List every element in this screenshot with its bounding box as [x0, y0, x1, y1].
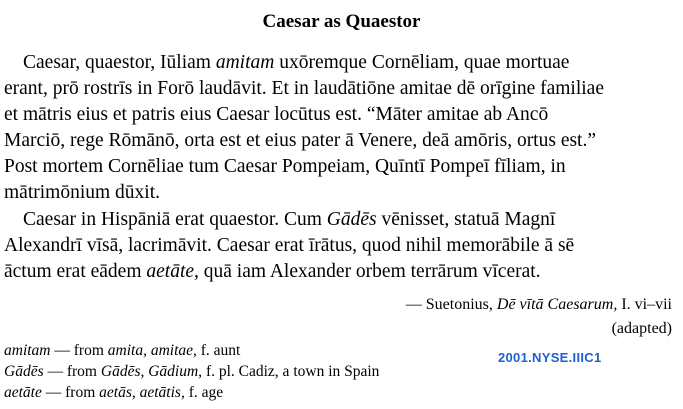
citation-reference: I. vi–vii: [617, 296, 672, 313]
italic-term: amitam: [215, 52, 275, 73]
vocab-sep: — from: [43, 363, 101, 380]
citation-line: [406, 293, 672, 317]
vocab-sep: — from: [50, 342, 108, 359]
vocab-term: Gādēs: [4, 363, 44, 380]
paragraph-2: [4, 207, 679, 285]
paragraph-1-line-2: erant, prō rostrīs in Forō laudāvit. Et in laudātiōne amitae dē orīgine familiae: [4, 78, 604, 99]
paragraph-1-line-6: mātrimōnium dūxit.: [4, 182, 160, 203]
vocab-note: [4, 382, 379, 403]
text-segment: āctum erat eādem: [4, 261, 147, 282]
exam-code-stamp: 2001.NYSE.IIIC1: [498, 350, 602, 365]
vocab-term: aetāte: [4, 384, 42, 401]
text-segment: uxōremque Cornēliam, quae mortuae: [274, 52, 570, 73]
paragraph-1-line-3: et mātris eius et patris eius Caesar locūtus est. “Māter amitae ab Ancō: [4, 104, 549, 125]
vocab-meaning: f. aunt: [196, 342, 241, 359]
paragraph-1-line-5: Post mortem Cornēliae tum Caesar Pompeiam, Quīntī Pompeī fīliam, in: [4, 156, 566, 177]
paragraph-2-line-1: [4, 207, 679, 233]
italic-term: aetāte,: [146, 261, 199, 282]
citation-author: — Suetonius,: [405, 296, 497, 313]
vocab-form: amita, amitae,: [107, 342, 197, 359]
vocab-note: [4, 361, 379, 382]
vocab-meaning: f. pl. Cadiz, a town in Spain: [202, 363, 380, 380]
paragraph-1-line-4: Marciō, rege Rōmānō, orta est et eius pater ā Venere, deā amōris, ortus est.”: [4, 130, 597, 151]
vocab-note: [4, 340, 379, 361]
vocabulary-notes: [4, 340, 379, 403]
vocab-sep: — from: [41, 384, 100, 401]
vocab-form: Gādēs, Gādium,: [100, 363, 203, 380]
italic-term: Gādēs: [326, 209, 377, 230]
paragraph-1: [4, 50, 679, 206]
vocab-form: aetās, aetātis,: [99, 384, 185, 401]
paragraph-2-line-2: Alexandrī vīsā, lacrimāvit. Caesar erat īrātus, quod nihil memorābile ā sē: [4, 235, 575, 256]
text-segment: Caesar, quaestor, Iūliam: [23, 52, 216, 73]
paragraph-1-line-1: [4, 50, 679, 76]
text-segment: Caesar in Hispāniā erat quaestor. Cum: [23, 209, 327, 230]
source-citation: [406, 293, 672, 341]
passage-title: Caesar as Quaestor: [262, 11, 421, 32]
vocab-meaning: f. age: [184, 384, 224, 401]
vocab-term: amitam: [4, 342, 51, 359]
citation-work: Dē vītā Caesarum,: [496, 296, 618, 313]
citation-adapted: (adapted): [611, 320, 672, 337]
text-segment: quā iam Alexander orbem terrārum vīcerat.: [198, 261, 541, 282]
text-segment: vēnisset, statuā Magnī: [376, 209, 556, 230]
paragraph-2-line-3: [4, 259, 679, 285]
